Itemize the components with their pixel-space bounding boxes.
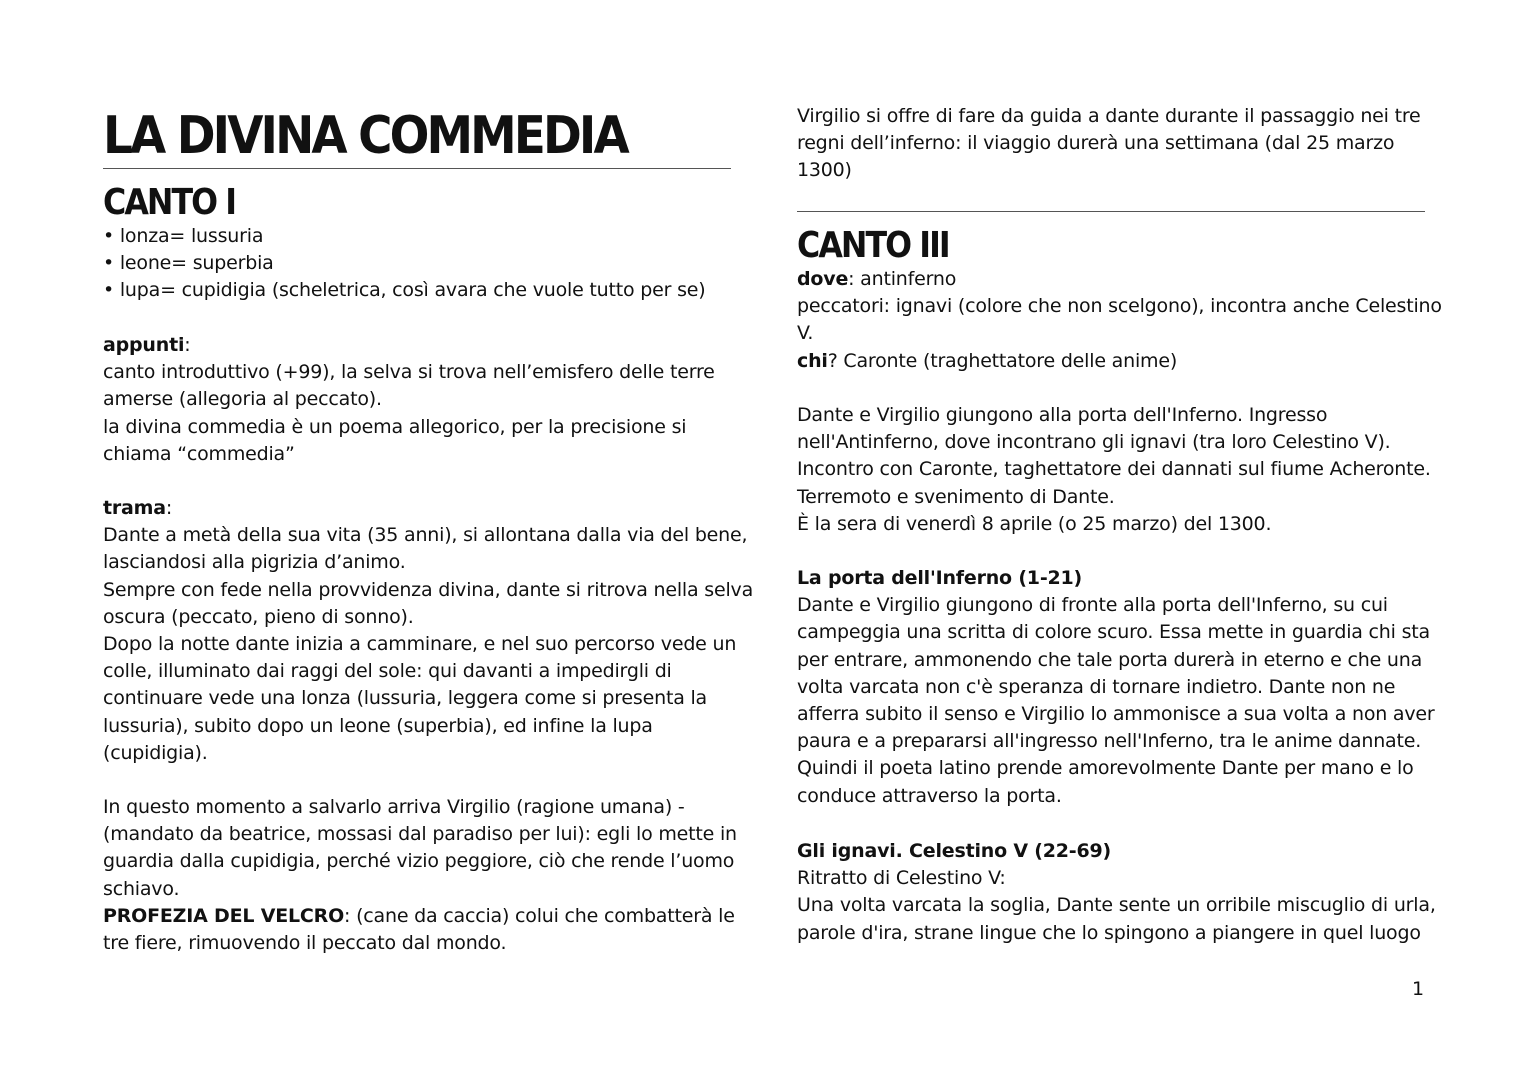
dove-line [797, 266, 1442, 293]
paragraph-line: V. [797, 322, 814, 345]
paragraph-line: tre fiere, rimuovendo il peccato dal mondo. [103, 932, 507, 955]
paragraph-line: Dante e Virgilio giungono alla porta dell'Inferno. Ingresso [797, 404, 1328, 426]
appunti-section [103, 332, 715, 468]
paragraph-line: Virgilio si offre di fare da guida a dante durante il passaggio nei tre [797, 105, 1421, 127]
paragraph-line: Dante a metà della sua vita (35 anni), si allontana dalla via del bene, [103, 524, 748, 547]
paragraph-line: campeggia una scritta di colore scuro. Essa mette in guardia chi sta [797, 621, 1430, 644]
paragraph-line: Una volta varcata la soglia, Dante sente un orribile miscuglio di urla, [797, 894, 1436, 917]
appunti-label: appunti [103, 334, 185, 356]
paragraph-line: la divina commedia è un poema allegorico, per la precisione si [103, 415, 687, 438]
paragraph-line: Terremoto e svenimento di Dante. [797, 485, 1115, 508]
porta-section [797, 565, 1435, 810]
porta-heading-text: La porta dell'Inferno (1-21) [797, 567, 1083, 589]
chi-value: ? Caronte (traghettatore delle anime) [827, 349, 1178, 372]
document-title: LA DIVINA COMMEDIA [103, 106, 627, 166]
paragraph-line: continuare vede una lonza (lussuria, leggera come si presenta la [103, 687, 707, 710]
dove-label: dove [797, 268, 849, 290]
paragraph-line: colle, illuminato dai raggi del sole: qui davanti a impedirgli di [103, 660, 672, 683]
trama-section [103, 495, 753, 767]
trama-label: trama [103, 497, 166, 519]
appunti-label-line: appunti: [103, 334, 191, 356]
ignavi-heading [797, 838, 1436, 865]
profezia-label: PROFEZIA DEL VELCRO [103, 904, 345, 927]
paragraph-line: afferra subito il senso e Virgilio lo ammonisce a sua volta a non aver [797, 703, 1435, 726]
paragraph-line: nell'Antinferno, dove incontrano gli ignavi (tra loro Celestino V). [797, 431, 1391, 454]
porta-heading [797, 565, 1435, 592]
paragraph-line: guardia dalla cupidigia, perché vizio peggiore, ciò che rende l’uomo [103, 850, 735, 873]
page-number: 1 [1412, 978, 1425, 1000]
paragraph-line: parole d'ira, strane lingue che lo spingono a piangere in quel luogo [797, 921, 1421, 944]
canto-3-summary [797, 402, 1431, 538]
chi-line [797, 348, 1442, 375]
ignavi-section [797, 838, 1436, 947]
paragraph-line: (mandato da beatrice, mossasi dal paradiso per lui): egli lo mette in [103, 823, 737, 846]
paragraph-line: Ritratto di Celestino V: [797, 867, 1006, 890]
paragraph-line: Dante e Virgilio giungono di fronte alla porta dell'Inferno, su cui [797, 594, 1388, 617]
title-divider [103, 168, 731, 169]
profezia-line [103, 903, 737, 930]
canto-3-heading: CANTO III [797, 225, 949, 266]
list-item: • leone= superbia [103, 252, 274, 275]
paragraph-line: Quindi il poeta latino prende amorevolmente Dante per mano e lo [797, 757, 1414, 780]
paragraph-line: regni dell’inferno: il viaggio durerà una settimana (dal 25 marzo [797, 132, 1395, 155]
paragraph-line: chiama “commedia” [103, 442, 295, 465]
virgilio-section [103, 794, 737, 957]
paragraph-line: lussuria), subito dopo un leone (superbia), ed infine la lupa [103, 714, 653, 737]
section-divider [797, 211, 1425, 212]
continuation-paragraph [797, 103, 1421, 185]
paragraph-line: Sempre con fede nella provvidenza divina, dante si ritrova nella selva [103, 578, 754, 601]
dove-value: : antinferno [848, 268, 957, 290]
paragraph-line: Dopo la notte dante inizia a camminare, e nel suo percorso vede un [103, 633, 737, 656]
profezia-text: : (cane da caccia) colui che combatterà le [344, 904, 735, 927]
paragraph-line: lasciandosi alla pigrizia d’animo. [103, 551, 406, 574]
list-item: • lupa= cupidigia (scheletrica, così avara che vuole tutto per se) [103, 279, 706, 302]
paragraph-line: paura e a prepararsi all'ingresso nell'Inferno, tra le anime dannate. [797, 730, 1422, 753]
paragraph-line: schiavo. [103, 877, 180, 900]
ignavi-heading-text: Gli ignavi. Celestino V (22-69) [797, 840, 1112, 862]
paragraph-line: peccatori: ignavi (colore che non scelgono), incontra anche Celestino [797, 295, 1442, 318]
trama-label-line: trama: [103, 497, 173, 519]
paragraph-line: per entrare, ammonendo che tale porta durerà in eterno e che una [797, 648, 1423, 671]
canto-3-info [797, 266, 1442, 375]
paragraph-line: 1300) [797, 159, 852, 182]
chi-label: chi [797, 349, 828, 372]
canto-1-bullet-list [103, 223, 706, 305]
canto-1-heading: CANTO I [103, 182, 236, 223]
paragraph-line: oscura (peccato, pieno di sonno). [103, 605, 414, 628]
paragraph-line: In questo momento a salvarlo arriva Virgilio (ragione umana) - [103, 796, 685, 818]
paragraph-line: canto introduttivo (+99), la selva si trova nell’emisfero delle terre [103, 361, 715, 384]
paragraph-line: Incontro con Caronte, taghettatore dei dannati sul fiume Acheronte. [797, 458, 1431, 481]
paragraph-line: conduce attraverso la porta. [797, 784, 1062, 807]
paragraph-line: volta varcata non c'è speranza di tornare indietro. Dante non ne [797, 675, 1396, 698]
paragraph-line: (cupidigia). [103, 741, 208, 764]
list-item: • lonza= lussuria [103, 225, 264, 247]
paragraph-line: È la sera di venerdì 8 aprile (o 25 marzo) del 1300. [797, 512, 1272, 535]
paragraph-line: amerse (allegoria al peccato). [103, 388, 382, 411]
